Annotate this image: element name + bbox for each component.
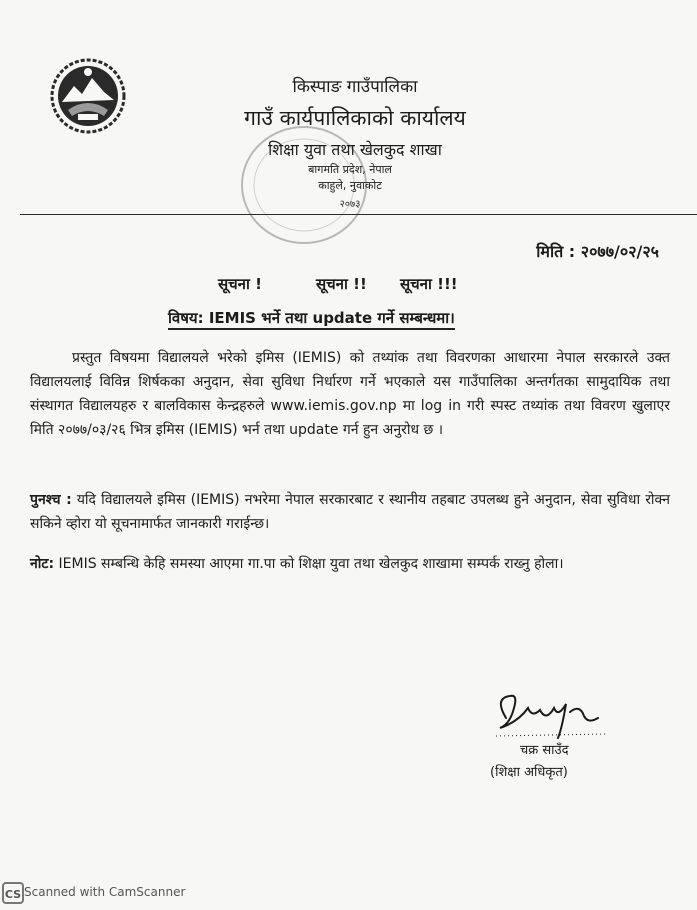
notice-date: मिति : २०७७/०२/२५	[536, 242, 659, 261]
camscanner-logo-icon: CS	[2, 882, 24, 904]
signatory-name: चक्र साउँद	[520, 743, 569, 758]
seal-year: २०७३	[339, 199, 361, 210]
body-paragraph: प्रस्तुत विषयमा विद्यालयले भरेको इमिस (IEMIS) को तथ्यांक तथा विवरणका आधारमा नेपाल सरकारले उक्त विद्यालयलाई विविन्न शिर्षकका अनुदान, सेवा सुविधा निर्धारण गर्ने भएकाले यस गाउँपालिका अन्तर्गतका सामुदायिक तथा संस्थागत विद्यालयहरु र बालविकास केन्द्रहरुले www.iemis.gov.np मा log in गरी स्पस्ट तथ्यांक तथा विवरण खुलाएर मिति २०७७/०३/२६ भित्र इमिस (IEMIS) भर्न तथा update गर्न हुन अनुरोध छ ।	[30, 350, 670, 438]
notice-heading-1: सूचना !	[218, 275, 262, 293]
address-line: काहुले, नुवाकोट	[318, 179, 382, 192]
postscript-label: पुनश्च :	[30, 492, 72, 508]
postscript-text: यदि विद्यालयले इमिस (IEMIS) नभरेमा नेपाल सरकारबाट र स्थानीय तहबाट उपलब्ध हुने अनुदान, सेवा सुविधा रोक्न सकिने व्होरा यो सूचनामार्फत जानकारी गराईन्छ।	[30, 492, 670, 532]
government-emblem-icon	[48, 56, 128, 136]
notice-heading-2: सूचना !!	[316, 275, 367, 293]
scanner-text: Scanned with CamScanner	[24, 885, 186, 899]
header-divider	[20, 214, 697, 215]
note-paragraph	[30, 552, 670, 576]
municipality-name: किस्पाङ गाउँपालिका	[292, 77, 418, 97]
province-line: बागमति प्रदेश, नेपाल	[308, 163, 392, 176]
subject-text: विषय: IEMIS भर्ने तथा update गर्ने सम्बन्धमा।	[168, 309, 455, 330]
postscript-paragraph	[30, 488, 670, 536]
subject-line	[168, 308, 455, 328]
note-text: IEMIS सम्बन्धि केहि समस्या आएमा गा.पा को शिक्षा युवा तथा खेलकुद शाखामा सम्पर्क राख्नु होला।	[58, 556, 564, 572]
scanner-watermark	[0, 882, 230, 906]
office-name: गाउँ कार्यपालिकाको कार्यालय	[244, 106, 466, 130]
note-label: नोट:	[30, 556, 55, 572]
section-name: शिक्षा युवा तथा खेलकुद शाखा	[268, 140, 442, 159]
notice-heading-3: सूचना !!!	[400, 275, 458, 293]
signatory-role: (शिक्षा अधिकृत)	[490, 765, 568, 780]
